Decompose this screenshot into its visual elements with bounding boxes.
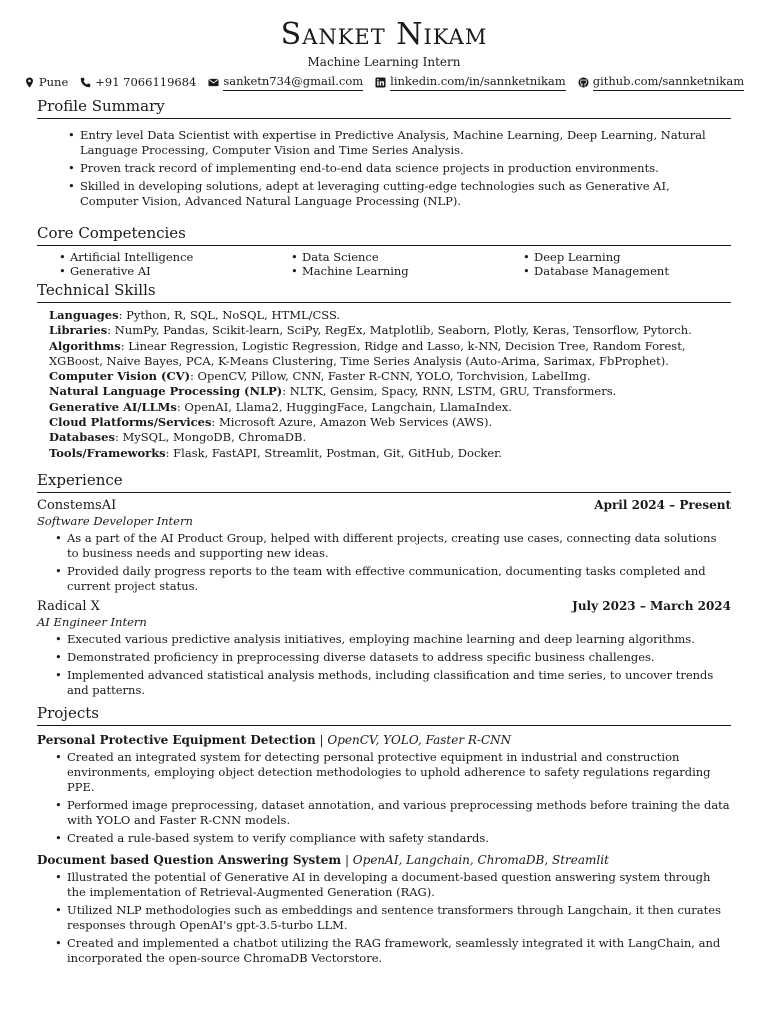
project-header [37,732,731,748]
skill-row [49,384,731,399]
skill-value: : Linear Regression, Logistic Regression, Ridge and Lasso, k-NN, Decision Tree, Random Forest, XGBoost, Naive Bayes, PCA, K-Means Clustering, Time Series Analysis (Auto-Arima, Sarimax, FbProphet). [49,338,686,368]
phone-icon [80,77,91,88]
job-bullet: • Provided daily progress reports to the team with effective communication, documenting tasks completed and current project status. [37,564,731,594]
map-pin-icon [24,77,35,88]
skill-row [49,308,731,323]
candidate-name: Sanket Nikam [280,17,488,52]
skill-value: : NLTK, Gensim, Spacy, RNN, LSTM, GRU, Transformers. [282,384,617,399]
skill-row [49,369,731,384]
summary-list [37,128,731,209]
project-entry [37,732,731,846]
contact-email[interactable] [208,73,363,91]
job-entry [37,497,731,594]
experience-section [37,471,731,698]
skill-label: Natural Language Processing (NLP) [49,384,283,399]
skill-label: Algorithms [49,338,121,353]
linkedin-icon [375,77,386,88]
project-bullets [37,750,731,846]
competency-item: • Generative AI [37,264,269,278]
project-bullet: • Created an integrated system for detecting personal protective equipment in industrial and construction environments, employing object detection methodologies to uphold adherence to safety regulations regarding PPE. [37,750,731,795]
project-separator: | [341,852,353,867]
competencies-column [37,250,269,278]
skill-label: Databases [49,430,115,445]
summary-heading: Profile Summary [37,97,731,119]
job-bullet: • Implemented advanced statistical analysis methods, including classification and time series, to uncover trends and patterns. [37,668,731,698]
skill-label: Cloud Platforms/Services [49,415,212,430]
competencies-column [269,250,501,278]
summary-item: • Entry level Data Scientist with expertise in Predictive Analysis, Machine Learning, Deep Learning, Natural Language Processing, Computer Vision and Time Series Analysis. [37,128,731,158]
skill-row [49,400,731,415]
competencies-heading: Core Competencies [37,224,731,246]
skill-value: : MySQL, MongoDB, ChromaDB. [114,430,307,445]
skills-section [37,281,731,461]
project-bullet: • Created and implemented a chatbot utilizing the RAG framework, seamlessly integrated it with LangChain, and incorporated the open-source ChromaDB Vectorstore. [37,936,731,966]
contact-row [37,73,745,91]
competencies-grid [37,250,731,278]
skill-label: Generative AI/LLMs [49,399,177,414]
contact-github[interactable] [578,73,744,91]
email-link[interactable]: sanketn734@gmail.com [223,73,363,91]
project-bullet: • Illustrated the potential of Generative AI in developing a document-based question answering system through the implementation of Retrieval-Augmented Generation (RAG). [37,870,731,900]
skill-row [49,446,731,461]
project-title: Document based Question Answering System [37,852,342,867]
skill-value: : Microsoft Azure, Amazon Web Services (AWS). [211,415,493,430]
job-bullet: • Demonstrated proficiency in preprocessing diverse datasets to address specific business challenges. [37,650,731,665]
project-title: Personal Protective Equipment Detection [37,732,316,747]
job-header [37,598,731,615]
skill-label: Tools/Frameworks [49,445,166,460]
competency-item: • Database Management [501,264,733,278]
summary-item: • Proven track record of implementing end-to-end data science projects in production environments. [37,161,731,176]
job-dates: April 2024 – Present [594,497,731,512]
job-entry [37,598,731,698]
skill-value: : Flask, FastAPI, Streamlit, Postman, Git, GitHub, Docker. [165,445,503,460]
job-dates: July 2023 – March 2024 [572,598,731,613]
skill-label: Languages [49,308,119,322]
skill-value: : OpenAI, Llama2, HuggingFace, Langchain, LlamaIndex. [176,399,512,414]
projects-heading: Projects [37,704,731,726]
competencies-section [37,224,731,278]
github-icon [578,77,589,88]
project-bullets [37,870,731,966]
linkedin-link[interactable]: linkedin.com/in/sannketnikam [390,73,566,91]
skill-value: : NumPy, Pandas, Scikit-learn, SciPy, RegEx, Matplotlib, Seaborn, Plotly, Keras, Tensorflow, Pytorch. [107,323,692,338]
skill-label: Libraries [49,323,108,338]
project-bullet: • Performed image preprocessing, dataset annotation, and various preprocessing methods before training the data with YOLO and Faster R-CNN models. [37,798,731,828]
skill-row [49,323,731,338]
job-bullet: • Executed various predictive analysis initiatives, employing machine learning and deep learning algorithms. [37,632,731,647]
contact-location [24,74,68,90]
phone-text: +91 7066119684 [95,75,197,89]
skill-value: : Python, R, SQL, NoSQL, HTML/CSS. [118,308,341,322]
projects-section [37,704,731,966]
contact-linkedin[interactable] [375,73,566,91]
project-bullet: • Created a rule-based system to verify compliance with safety standards. [37,831,731,846]
github-link[interactable]: github.com/sannketnikam [593,73,744,91]
job-company: Radical X [37,598,100,614]
skill-row [49,430,731,445]
envelope-icon [208,77,219,88]
job-bullets [37,632,731,698]
summary-section [37,97,731,209]
experience-heading: Experience [37,471,731,493]
skill-label: Computer Vision (CV) [49,369,191,384]
competency-item: • Deep Learning [501,250,733,264]
job-role: Software Developer Intern [37,513,193,528]
project-header [37,852,731,868]
skills-heading: Technical Skills [37,281,731,303]
summary-item: • Skilled in developing solutions, adept at leveraging cutting-edge technologies such as Generative AI, Computer Vision, Advanced Natural Language Processing (NLP). [37,179,731,209]
project-entry [37,852,731,966]
competency-item: • Machine Learning [269,264,501,278]
project-tech: OpenAI, Langchain, ChromaDB, Streamlit [352,852,609,867]
project-bullet: • Utilized NLP methodologies such as embeddings and sentence transformers through Langchain, it then curates responses through OpenAI's gpt-3.5-turbo LLM. [37,903,731,933]
job-bullet: • As a part of the AI Product Group, helped with different projects, creating use cases, connecting data solutions to business needs and supporting new ideas. [37,531,731,561]
competency-item: • Data Science [269,250,501,264]
job-company: ConstemsAI [37,497,117,513]
job-role: AI Engineer Intern [37,614,147,629]
skill-row [49,339,731,370]
skills-list [37,308,731,461]
skill-row [49,415,731,430]
skill-value: : OpenCV, Pillow, CNN, Faster R-CNN, YOLO, Torchvision, LabelImg. [190,369,591,384]
project-tech: OpenCV, YOLO, Faster R-CNN [327,732,512,747]
competencies-column [501,250,733,278]
project-separator: | [315,732,328,747]
candidate-subtitle: Machine Learning Intern [307,55,461,69]
contact-phone [80,74,196,90]
competency-item: • Artificial Intelligence [37,250,269,264]
job-bullets [37,531,731,594]
job-header [37,497,731,514]
location-text: Pune [38,75,69,89]
